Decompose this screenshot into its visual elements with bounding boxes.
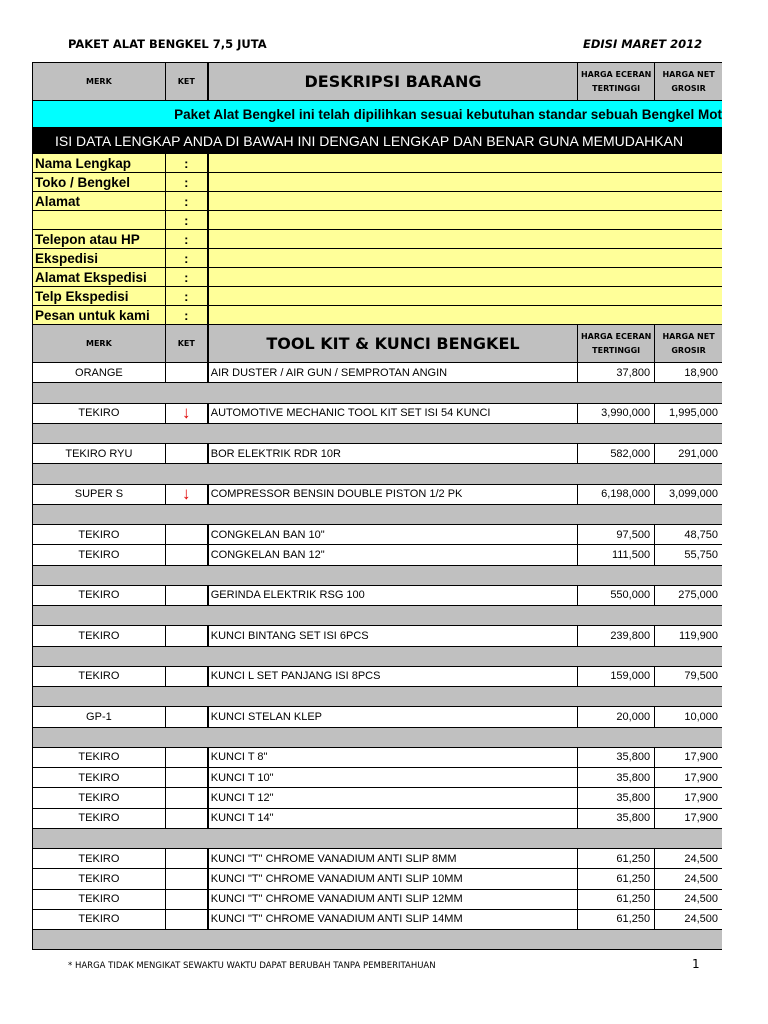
form-colon: : — [166, 173, 209, 191]
arrow-down-icon — [166, 748, 209, 767]
arrow-down-icon — [166, 626, 209, 645]
item-net: 17,900 — [684, 791, 718, 804]
table-header — [33, 62, 722, 101]
arrow-down-icon — [166, 525, 209, 544]
arrow-down-icon: ↓ — [166, 404, 209, 423]
separator-row — [33, 829, 722, 849]
form-label: Nama Lengkap — [33, 154, 166, 172]
item-desc: KUNCI L SET PANJANG ISI 8PCS — [209, 667, 578, 686]
item-merk: TEKIRO — [33, 626, 166, 645]
arrow-down-icon — [166, 849, 209, 868]
item-desc: KUNCI STELAN KLEP — [209, 707, 578, 726]
item-net: 17,900 — [684, 771, 718, 784]
separator-row — [33, 505, 722, 525]
table-row — [33, 788, 722, 808]
item-het: 35,800 — [578, 788, 655, 807]
separator-row — [33, 687, 722, 707]
item-net: 17,900 — [684, 751, 718, 764]
item-merk: GP-1 — [33, 707, 166, 726]
form-label: Pesan untuk kami — [33, 306, 166, 324]
table-row — [33, 363, 722, 383]
item-het: 159,000 — [578, 667, 655, 686]
item-desc: CONGKELAN BAN 12" — [209, 545, 578, 564]
form-input[interactable] — [209, 154, 722, 172]
item-merk: TEKIRO — [33, 768, 166, 787]
arrow-down-icon — [166, 768, 209, 787]
arrow-down-icon — [166, 444, 209, 463]
document-title: PAKET ALAT BENGKEL 7,5 JUTA — [68, 37, 267, 51]
form-colon: : — [166, 287, 209, 305]
separator-row — [33, 930, 722, 950]
item-desc: GERINDA ELEKTRIK RSG 100 — [209, 586, 578, 605]
table-row — [33, 768, 722, 788]
form-input[interactable] — [209, 211, 722, 229]
table-row — [33, 586, 722, 606]
item-net: 24,500 — [684, 872, 718, 885]
header-desc: DESKRIPSI BARANG — [209, 63, 578, 100]
section-het: HARGA ECERAN TERTINGGI — [578, 325, 655, 362]
table-row — [33, 849, 722, 869]
edition-label: EDISI MARET 2012 — [583, 37, 703, 51]
form-colon: : — [166, 211, 209, 229]
form-label: Alamat Ekspedisi — [33, 268, 166, 286]
item-merk: SUPER S — [33, 485, 166, 504]
item-desc: COMPRESSOR BENSIN DOUBLE PISTON 1/2 PK — [209, 485, 578, 504]
form-label: Alamat — [33, 192, 166, 210]
item-net: 55,750 — [684, 548, 718, 561]
form-label: Telepon atau HP — [33, 230, 166, 248]
item-net: 3,099,000 — [669, 488, 718, 501]
item-het: 61,250 — [578, 910, 655, 929]
item-desc: KUNCI T 14" — [209, 809, 578, 828]
footer-note: * HARGA TIDAK MENGIKAT SEWAKTU WAKTU DAPAT BERUBAH TANPA PEMBERITAHUAN — [68, 961, 436, 971]
item-net: 119,900 — [679, 629, 718, 642]
form-row — [33, 249, 722, 268]
item-desc: BOR ELEKTRIK RDR 10R — [209, 444, 578, 463]
item-net: 79,500 — [684, 670, 718, 683]
form-input[interactable] — [209, 306, 722, 324]
item-desc: KUNCI "T" CHROME VANADIUM ANTI SLIP 12MM — [209, 890, 578, 909]
section-net: HARGA NET GROSIR — [662, 331, 715, 355]
item-merk: TEKIRO — [33, 667, 166, 686]
item-net: 48,750 — [684, 528, 718, 541]
package-banner — [33, 101, 722, 128]
item-list — [33, 363, 722, 950]
item-desc: KUNCI "T" CHROME VANADIUM ANTI SLIP 10MM — [209, 869, 578, 888]
form-input[interactable] — [209, 268, 722, 286]
item-net: 291,000 — [678, 447, 718, 460]
form-label: Toko / Bengkel — [33, 173, 166, 191]
item-net: 17,900 — [684, 812, 718, 825]
item-merk: TEKIRO — [33, 849, 166, 868]
item-merk: TEKIRO — [33, 525, 166, 544]
header-merk: MERK — [33, 63, 166, 100]
item-desc: AUTOMOTIVE MECHANIC TOOL KIT SET ISI 54 KUNCI — [209, 404, 578, 423]
item-net: 18,900 — [684, 366, 718, 379]
item-merk: TEKIRO RYU — [33, 444, 166, 463]
item-desc: KUNCI "T" CHROME VANADIUM ANTI SLIP 14MM — [209, 910, 578, 929]
item-desc: AIR DUSTER / AIR GUN / SEMPROTAN ANGIN — [209, 363, 578, 382]
separator-row — [33, 728, 722, 748]
separator-row — [33, 464, 722, 484]
arrow-down-icon — [166, 809, 209, 828]
page-number: 1 — [692, 957, 700, 971]
item-desc: KUNCI BINTANG SET ISI 6PCS — [209, 626, 578, 645]
item-net: 24,500 — [684, 852, 718, 865]
section-header — [33, 325, 722, 363]
arrow-down-icon — [166, 788, 209, 807]
form-row — [33, 287, 722, 306]
form-input[interactable] — [209, 173, 722, 191]
item-net: 24,500 — [684, 893, 718, 906]
separator-row — [33, 647, 722, 667]
header-het: HARGA ECERAN TERTINGGI — [578, 63, 655, 100]
item-het: 37,800 — [578, 363, 655, 382]
section-title: TOOL KIT & KUNCI BENGKEL — [209, 325, 578, 362]
customer-form — [33, 154, 722, 325]
item-het: 97,500 — [578, 525, 655, 544]
item-merk: TEKIRO — [33, 545, 166, 564]
table-row — [33, 890, 722, 910]
table-row — [33, 525, 722, 545]
table-row — [33, 869, 722, 889]
separator-row — [33, 566, 722, 586]
table-row — [33, 444, 722, 464]
item-het: 582,000 — [578, 444, 655, 463]
item-merk: TEKIRO — [33, 890, 166, 909]
separator-row — [33, 383, 722, 403]
item-het: 550,000 — [578, 586, 655, 605]
form-input[interactable] — [209, 287, 722, 305]
arrow-down-icon — [166, 545, 209, 564]
banner-text: Paket Alat Bengkel ini telah dipilihkan sesuai kebutuhan standar sebuah Bengkel Mot — [174, 106, 722, 122]
form-colon: : — [166, 230, 209, 248]
form-colon: : — [166, 306, 209, 324]
form-row — [33, 306, 722, 325]
item-het: 35,800 — [578, 809, 655, 828]
form-colon: : — [166, 192, 209, 210]
arrow-down-icon — [166, 869, 209, 888]
form-input[interactable] — [209, 230, 722, 248]
form-input[interactable] — [209, 192, 722, 210]
section-merk: MERK — [33, 325, 166, 362]
form-row — [33, 230, 722, 249]
item-het: 3,990,000 — [578, 404, 655, 423]
table-row — [33, 485, 722, 505]
form-colon: : — [166, 249, 209, 267]
table-row — [33, 910, 722, 930]
instruction-text: ISI DATA LENGKAP ANDA DI BAWAH INI DENGAN LENGKAP DAN BENAR GUNA MEMUDAHKAN — [55, 132, 684, 149]
item-het: 61,250 — [578, 890, 655, 909]
section-ket: KET — [166, 325, 209, 362]
table-row — [33, 809, 722, 829]
arrow-down-icon — [166, 586, 209, 605]
form-row — [33, 268, 722, 287]
arrow-down-icon — [166, 667, 209, 686]
item-desc: KUNCI T 12" — [209, 788, 578, 807]
item-merk: TEKIRO — [33, 748, 166, 767]
item-het: 239,800 — [578, 626, 655, 645]
instruction-bar — [33, 128, 722, 154]
arrow-down-icon: ↓ — [166, 485, 209, 504]
separator-row — [33, 606, 722, 626]
item-merk: TEKIRO — [33, 404, 166, 423]
item-desc: KUNCI T 8" — [209, 748, 578, 767]
form-row — [33, 173, 722, 192]
table-row — [33, 545, 722, 565]
item-merk: TEKIRO — [33, 809, 166, 828]
item-desc: KUNCI T 10" — [209, 768, 578, 787]
arrow-down-icon — [166, 910, 209, 929]
item-het: 61,250 — [578, 849, 655, 868]
item-merk: TEKIRO — [33, 910, 166, 929]
table-row — [33, 404, 722, 424]
item-net: 10,000 — [684, 710, 718, 723]
header-ket: KET — [166, 63, 209, 100]
item-het: 35,800 — [578, 768, 655, 787]
item-merk: TEKIRO — [33, 869, 166, 888]
form-label — [33, 211, 166, 229]
arrow-down-icon — [166, 707, 209, 726]
form-row — [33, 192, 722, 211]
item-net: 275,000 — [678, 589, 718, 602]
table-row — [33, 626, 722, 646]
item-desc: KUNCI "T" CHROME VANADIUM ANTI SLIP 8MM — [209, 849, 578, 868]
form-label: Telp Ekspedisi — [33, 287, 166, 305]
arrow-down-icon — [166, 363, 209, 382]
item-het: 35,800 — [578, 748, 655, 767]
item-net: 24,500 — [684, 913, 718, 926]
item-merk: TEKIRO — [33, 586, 166, 605]
table-row — [33, 748, 722, 768]
form-row — [33, 211, 722, 230]
form-colon: : — [166, 268, 209, 286]
form-input[interactable] — [209, 249, 722, 267]
header-net: HARGA NET GROSIR — [662, 69, 715, 93]
separator-row — [33, 424, 722, 444]
item-het: 6,198,000 — [578, 485, 655, 504]
item-het: 20,000 — [578, 707, 655, 726]
arrow-down-icon — [166, 890, 209, 909]
table-row — [33, 667, 722, 687]
form-colon: : — [166, 154, 209, 172]
item-merk: ORANGE — [33, 363, 166, 382]
price-sheet — [32, 62, 722, 950]
form-row — [33, 154, 722, 173]
item-desc: CONGKELAN BAN 10" — [209, 525, 578, 544]
item-merk: TEKIRO — [33, 788, 166, 807]
item-het: 111,500 — [578, 545, 655, 564]
item-het: 61,250 — [578, 869, 655, 888]
form-label: Ekspedisi — [33, 249, 166, 267]
item-net: 1,995,000 — [669, 407, 718, 420]
table-row — [33, 707, 722, 727]
